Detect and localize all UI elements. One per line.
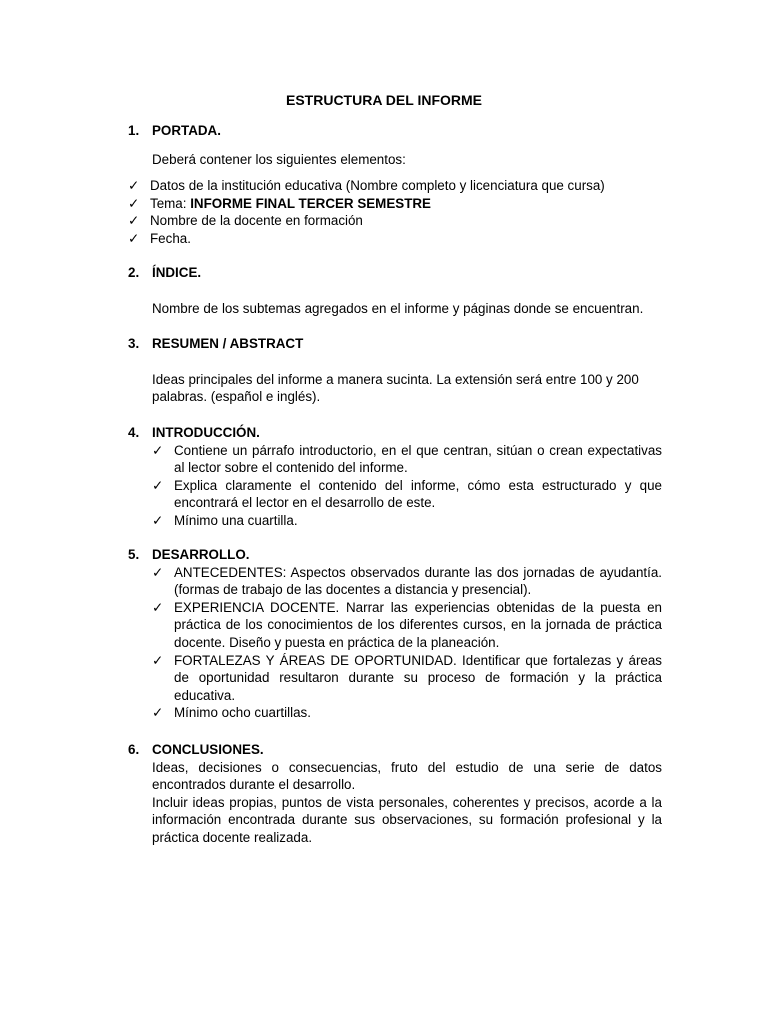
checkmark-icon: ✓ xyxy=(128,178,140,194)
section-title: DESARROLLO. xyxy=(152,547,250,562)
section-title: RESUMEN / ABSTRACT xyxy=(152,336,304,351)
item-prefix: Tema: xyxy=(150,195,191,211)
section-number: 2. xyxy=(128,265,140,280)
section-conclusiones xyxy=(128,741,662,847)
section-body: Ideas principales del informe a manera sucinta. La extensión será entre 100 y 200 palabras. (español e inglés). xyxy=(152,371,639,405)
section-title: CONCLUSIONES. xyxy=(152,742,264,757)
section-paragraph: Incluir ideas propias, puntos de vista personales, coherentes y precisos, acorde a la información encontrada durante sus observaciones, su formación profesional y la práctica docente realizada. xyxy=(152,794,662,845)
section-number: 4. xyxy=(128,425,140,440)
list-item: ✓ FORTALEZAS Y ÁREAS DE OPORTUNIDAD. Identificar que fortalezas y áreas de oportunidad resultaron durante su proceso de formación y la práctica educativa. xyxy=(152,652,662,703)
checkmark-icon: ✓ xyxy=(152,442,164,458)
section-heading xyxy=(128,546,662,564)
list-item: ✓ EXPERIENCIA DOCENTE. Narrar las experiencias obtenidas de la puesta en práctica de los conocimientos de los diferentes cursos, en la jornada de práctica docente. Diseño y puesta en práctica de la planeación. xyxy=(152,599,662,650)
section-body: Nombre de los subtemas agregados en el informe y páginas donde se encuentran. xyxy=(152,300,644,316)
section-portada xyxy=(128,122,662,248)
checklist xyxy=(152,564,662,722)
checkmark-icon: ✓ xyxy=(152,512,164,528)
section-title: INTRODUCCIÓN. xyxy=(152,425,260,440)
section-number: 5. xyxy=(128,547,140,562)
checkmark-icon: ✓ xyxy=(128,195,140,211)
list-item: ✓ Mínimo una cuartilla. xyxy=(152,512,298,528)
section-number: 6. xyxy=(128,742,140,757)
list-item xyxy=(128,195,662,213)
section-desarrollo xyxy=(128,546,662,722)
section-intro: Deberá contener los siguientes elementos: xyxy=(152,151,406,167)
section-introduccion xyxy=(128,424,662,530)
checkmark-icon: ✓ xyxy=(152,652,164,668)
section-heading xyxy=(128,335,662,353)
section-number: 3. xyxy=(128,336,140,351)
section-heading xyxy=(128,741,662,759)
list-item: ✓ Nombre de la docente en formación xyxy=(128,213,363,229)
checklist xyxy=(128,177,662,247)
section-heading xyxy=(128,122,662,140)
section-paragraph: Ideas, decisiones o consecuencias, fruto del estudio de una serie de datos encontrados durante el desarrollo. xyxy=(152,759,662,793)
section-heading xyxy=(128,424,662,442)
list-item: ✓ ANTECEDENTES: Aspectos observados durante las dos jornadas de ayudantía. (formas de trabajo de las docentes a distancia y presencial). xyxy=(152,564,662,598)
checkmark-icon: ✓ xyxy=(128,230,140,246)
section-number: 1. xyxy=(128,123,140,138)
checkmark-icon: ✓ xyxy=(152,564,164,580)
checkmark-icon: ✓ xyxy=(152,599,164,615)
list-item: ✓ Fecha. xyxy=(128,230,191,246)
list-item: ✓ Explica claramente el contenido del informe, cómo esta estructurado y que encontrará el lector en el desarrollo de este. xyxy=(152,477,662,511)
list-item: ✓ Contiene un párrafo introductorio, en el que centran, sitúan o crean expectativas al lector sobre el contenido del informe. xyxy=(152,442,662,476)
section-resumen xyxy=(128,335,662,406)
list-item: ✓ Mínimo ocho cuartillas. xyxy=(152,705,311,721)
checklist xyxy=(152,442,662,530)
checkmark-icon: ✓ xyxy=(128,213,140,229)
item-emphasis: INFORME FINAL TERCER SEMESTRE xyxy=(190,195,431,211)
document-title: ESTRUCTURA DEL INFORME xyxy=(286,92,482,108)
section-indice xyxy=(128,264,662,317)
checkmark-icon: ✓ xyxy=(152,477,164,493)
section-title: PORTADA. xyxy=(152,123,221,138)
section-heading xyxy=(128,264,662,282)
list-item: ✓ Datos de la institución educativa (Nombre completo y licenciatura que cursa) xyxy=(128,178,605,194)
checkmark-icon: ✓ xyxy=(152,705,164,721)
section-title: ÍNDICE. xyxy=(152,265,202,280)
